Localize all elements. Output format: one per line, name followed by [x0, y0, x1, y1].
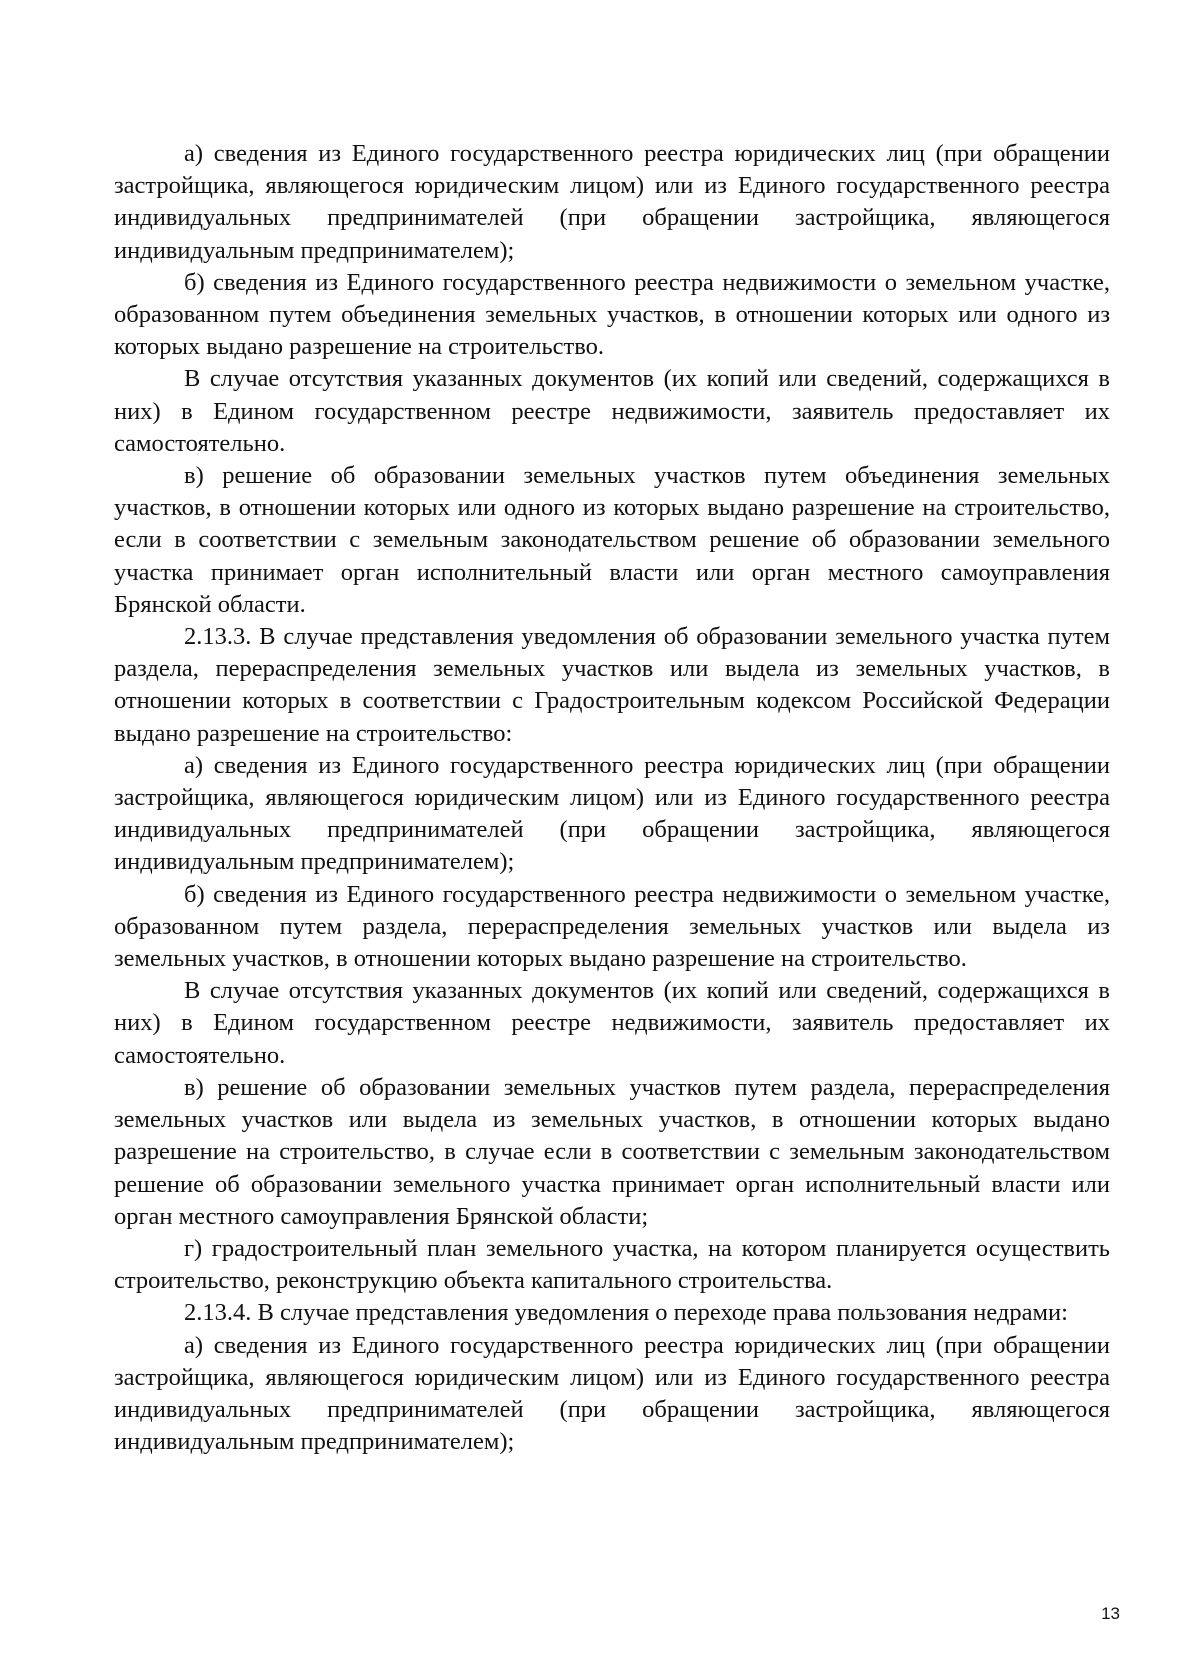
paragraph-absence-note-2: В случае отсутствия указанных документов (их копий или сведений, содержащихся в них) в Едином государственном реестре недвижимости, заявитель предоставляет их самостоятельно.	[114, 977, 1110, 1069]
paragraph-2-13-3: 2.13.3. В случае представления уведомления об образовании земельного участка путем раздела, перераспределения земельных участков или выдела из земельных участков, в отношении которых в соответствии с Градостроительным кодексом Российской Федерации выдано разрешение на строительство:	[114, 623, 1110, 747]
paragraph-b-egrn-division: б) сведения из Единого государственного реестра недвижимости о земельном участке, образованном путем раздела, перераспределения земельных участков или выдела из земельных участков, в отношении которых выдано разрешение на строительство.	[114, 880, 1110, 973]
paragraph-g-urban-plan: г) градостроительный план земельного участка, на котором планируется осуществить строительство, реконструкцию объекта капитального строительства.	[114, 1234, 1110, 1295]
paragraph-a-egrul-3: а) сведения из Единого государственного реестра юридических лиц (при обращении застройщика, являющегося юридическим лицом) или из Единого государственного реестра индивидуальных предпринимателей (при обращении застройщика, являющегося индивидуальным предпринимателем);	[114, 1331, 1110, 1456]
page-number: 13	[1101, 1604, 1120, 1623]
paragraph-v-division-decision: в) решение об образовании земельных участков путем раздела, перераспределения земельных участков или выдела из земельных участков, в отношении которых выдано разрешение на строительство, в случае если в соответствии с земельным законодательством решение об образовании земельного участка принимает орган исполнительный власти или орган местного самоуправления Брянской области;	[114, 1073, 1110, 1230]
paragraph-absence-note-1: В случае отсутствия указанных документов (их копий или сведений, содержащихся в них) в Едином государственном реестре недвижимости, заявитель предоставляет их самостоятельно.	[114, 365, 1110, 457]
paragraph-2-13-4: 2.13.4. В случае представления уведомления о переходе права пользования недрами:	[184, 1299, 1068, 1327]
paragraph-b-egrn-merge: б) сведения из Единого государственного реестра недвижимости о земельном участке, образованном путем объединения земельных участков, в отношении которых или одного из которых выдано разрешение на строительство.	[114, 268, 1110, 361]
paragraph-a-egrul-2: а) сведения из Единого государственного реестра юридических лиц (при обращении застройщика, являющегося юридическим лицом) или из Единого государственного реестра индивидуальных предпринимателей (при обращении застройщика, являющегося индивидуальным предпринимателем);	[114, 751, 1110, 876]
paragraph-v-merge-decision: в) решение об образовании земельных участков путем объединения земельных участков, в отношении которых или одного из которых выдано разрешение на строительство, если в соответствии с земельным законодательством решение об образовании земельного участка принимает орган исполнительный власти или орган местного самоуправления Брянской области.	[114, 462, 1110, 618]
paragraph-a-egrul-1: а) сведения из Единого государственного реестра юридических лиц (при обращении застройщика, являющегося юридическим лицом) или из Единого государственного реестра индивидуальных предпринимателей (при обращении застройщика, являющегося индивидуальным предпринимателем);	[114, 140, 1110, 264]
document-body	[114, 138, 1110, 1458]
